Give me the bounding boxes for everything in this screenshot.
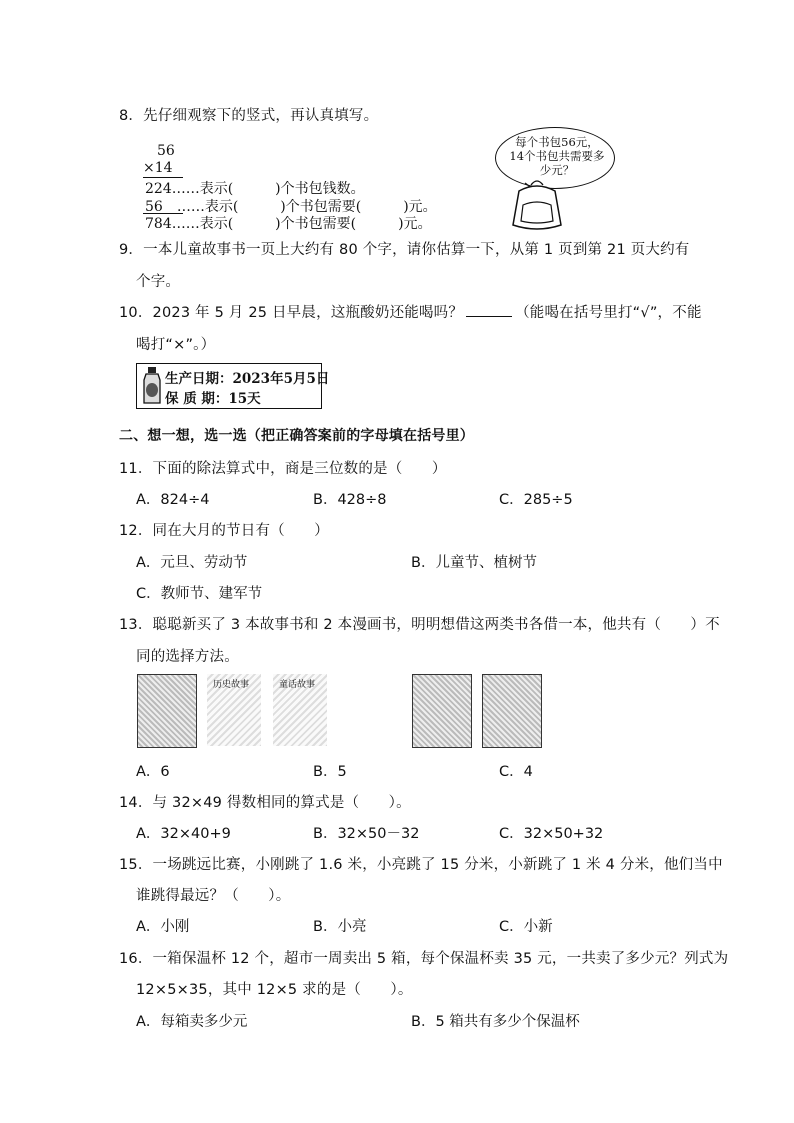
q10-answer-blank[interactable] <box>466 302 512 317</box>
q15-option-a[interactable]: A．小刚 <box>136 919 190 935</box>
q10-question: 10．2023 年 5 月 25 日早晨，这瓶酸奶还能喝吗？ <box>119 305 464 321</box>
comic-book-1-image <box>412 674 472 748</box>
q16-line1: 16．一箱保温杯 12 个，超市一周卖出 5 箱，每个保温杯卖 35 元，一共卖了多少元？列式为 <box>119 951 729 967</box>
section-2-heading: 二、想一想，选一选（把正确答案前的字母填在括号里） <box>119 428 474 444</box>
q8-text: 8．先仔细观察下的竖式，再认真填写。 <box>119 108 379 124</box>
q11-text: 11．下面的除法算式中，商是三位数的是（ ） <box>119 461 447 477</box>
product: 784……表示( )个书包需要( )元。 <box>145 216 432 232</box>
q10-instruction: （能喝在括号里打“√”，不能 <box>515 305 702 321</box>
q10-line2: 喝打“×”。） <box>136 337 216 353</box>
q11-option-c[interactable]: C．285÷5 <box>499 492 573 508</box>
q12-option-a[interactable]: A．元旦、劳动节 <box>136 555 248 571</box>
yogurt-label <box>136 363 330 409</box>
bubble-line-3: 少元？ <box>539 163 575 177</box>
q12-option-c[interactable]: C．教师节、建军节 <box>136 586 263 602</box>
q16-option-a[interactable]: A．每箱卖多少元 <box>136 1014 248 1030</box>
q13-option-a[interactable]: A．6 <box>136 764 170 780</box>
backpack-icon <box>501 179 581 233</box>
q14-option-a[interactable]: A．32×40+9 <box>136 826 231 842</box>
q13-option-b[interactable]: B．5 <box>313 764 347 780</box>
multiplicand: 56 <box>157 143 175 159</box>
speech-bubble-text <box>509 135 605 177</box>
q9-line2: 个字。 <box>136 274 181 290</box>
q14-option-b[interactable]: B．32×50－32 <box>313 826 420 842</box>
q11-option-b[interactable]: B．428÷8 <box>313 492 387 508</box>
q11-option-a[interactable]: A．824÷4 <box>136 492 210 508</box>
q13-line1: 13．聪聪新买了 3 本故事书和 2 本漫画书，明明想借这两类书各借一本，他共有（ ）不 <box>119 617 720 633</box>
q14-option-c[interactable]: C．32×50+32 <box>499 826 604 842</box>
story-book-2-title: 历史故事 <box>213 680 250 690</box>
comic-book-2-image <box>482 674 542 748</box>
partial-product-2: 56 ……表示( )个书包需要( )元。 <box>145 199 437 215</box>
bubble-line-1: 每个书包56元， <box>515 135 599 149</box>
q10-line1 <box>119 301 702 322</box>
q9-line1: 9．一本儿童故事书一页上大约有 80 个字，请你估算一下，从第 1 页到第 21 页大约有 <box>119 242 690 258</box>
q15-line2: 谁跳得最远？（ ）。 <box>136 888 291 904</box>
partial-product-1: 224……表示( )个书包钱数。 <box>145 181 365 197</box>
story-book-3-image <box>273 674 327 746</box>
vertical-multiplication-figure <box>143 135 613 232</box>
q15-line1: 15．一场跳远比赛，小刚跳了 1.6 米，小亮跳了 15 分米，小新跳了 1 米 4 分米，他们当中 <box>119 857 723 873</box>
q14-text: 14．与 32×49 得数相同的算式是（ ）。 <box>119 795 411 811</box>
yogurt-bottle-icon <box>141 366 163 406</box>
q15-option-c[interactable]: C．小新 <box>499 919 553 935</box>
q16-option-b[interactable]: B．5 箱共有多少个保温杯 <box>411 1014 580 1030</box>
q15-option-b[interactable]: B．小亮 <box>313 919 367 935</box>
q13-line2: 同的选择方法。 <box>136 649 239 665</box>
story-book-1-image <box>137 674 197 748</box>
shelf-life: 保 质 期：15天 <box>165 391 261 407</box>
q16-line2: 12×5×35，其中 12×5 求的是（ ）。 <box>136 982 413 998</box>
production-date: 生产日期：2023年5月5日 <box>165 371 330 387</box>
q13-option-c[interactable]: C．4 <box>499 764 533 780</box>
q12-option-b[interactable]: B．儿童节、植树节 <box>411 555 537 571</box>
multiplier: ×14 <box>143 160 173 176</box>
story-book-3-title: 童话故事 <box>279 680 316 690</box>
q12-text: 12．同在大月的节日有（ ） <box>119 523 329 539</box>
bubble-line-2: 14个书包共需要多 <box>509 149 605 163</box>
story-book-2-image <box>207 674 261 746</box>
